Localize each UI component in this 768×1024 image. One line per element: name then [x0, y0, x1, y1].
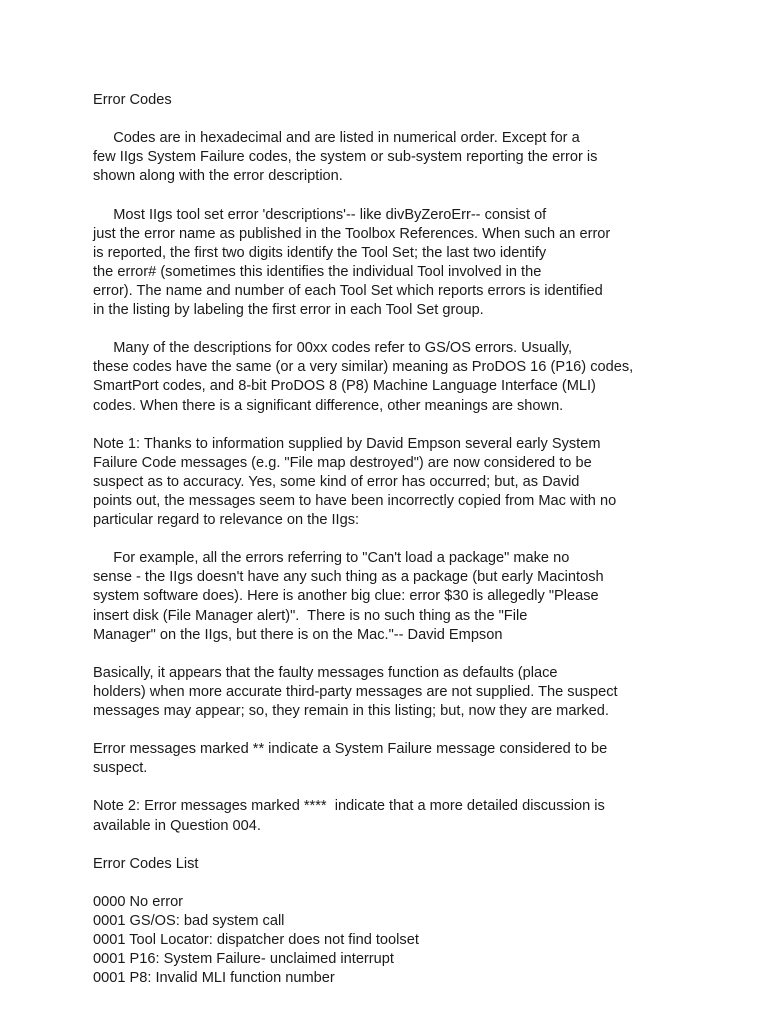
paragraph-gap [93, 874, 753, 893]
paragraph-gap [93, 186, 753, 205]
example-paragraph [93, 549, 753, 644]
error-code-entry: 0001 Tool Locator: dispatcher does not find toolset [93, 932, 419, 949]
text-line: Codes are in hexadecimal and are listed in numerical order. Except for a [93, 130, 580, 147]
paragraph-gap [93, 836, 753, 855]
text-line: messages may appear; so, they remain in this listing; but, now they are marked. [93, 703, 609, 719]
text-line: Error messages marked ** indicate a System Failure message considered to be [93, 741, 608, 758]
text-line: suspect as to accuracy. Yes, some kind of error has occurred; but, as David [93, 473, 580, 490]
list-heading-paragraph [93, 855, 753, 874]
marked-suspect-paragraph [93, 740, 753, 778]
document-body [93, 129, 753, 988]
text-line: just the error name as published in the Toolbox References. When such an error [93, 225, 611, 242]
text-line: few IIgs System Failure codes, the system or sub-system reporting the error is [93, 149, 598, 166]
text-line: in the listing by labeling the first error in each Tool Set group. [93, 302, 484, 319]
text-line: codes. When there is a significant difference, other meanings are shown. [93, 397, 564, 414]
paragraph-gap [93, 320, 753, 339]
text-line: Many of the descriptions for 00xx codes refer to GS/OS errors. Usually, [93, 340, 573, 357]
text-line: is reported, the first two digits identify the Tool Set; the last two identify [93, 244, 547, 261]
paragraph-gap [93, 645, 753, 664]
error-code-entry: 0001 P16: System Failure- unclaimed interrupt [93, 951, 394, 968]
text-line: For example, all the errors referring to "Can't load a package" make no [93, 550, 570, 567]
error-code-entry: 0001 P8: Invalid MLI function number [93, 970, 335, 987]
text-line: Manager" on the IIgs, but there is on the Mac."-- David Empson [93, 626, 503, 643]
note-2-paragraph [93, 797, 753, 835]
text-line: particular regard to relevance on the IIgs: [93, 512, 360, 529]
intro-paragraph [93, 129, 753, 186]
error-code-entry: 0001 GS/OS: bad system call [93, 913, 285, 930]
text-line: points out, the messages seem to have been incorrectly copied from Mac with no [93, 492, 617, 509]
text-line: insert disk (File Manager alert)". There is no such thing as the "File [93, 607, 528, 624]
text-line: these codes have the same (or a very similar) meaning as ProDOS 16 (P16) codes, [93, 359, 634, 376]
text-line: Failure Code messages (e.g. "File map destroyed") are now considered to be [93, 454, 592, 471]
text-line: available in Question 004. [93, 817, 261, 834]
faulty-messages-paragraph [93, 664, 753, 721]
error-code-entry: 0000 No error [93, 893, 184, 910]
paragraph-gap [93, 110, 753, 129]
toolset-paragraph [93, 206, 753, 321]
text-line: SmartPort codes, and 8-bit ProDOS 8 (P8) Machine Language Interface (MLI) [93, 378, 596, 395]
paragraph-gap [93, 530, 753, 549]
text-line: Note 1: Thanks to information supplied by David Empson several early System [93, 435, 601, 452]
text-line: Most IIgs tool set error 'descriptions'-- like divByZeroErr-- consist of [93, 206, 547, 223]
note-1-paragraph [93, 435, 753, 530]
text-line: Note 2: Error messages marked **** indicate that a more detailed discussion is [93, 798, 605, 815]
text-line: holders) when more accurate third-party messages are not supplied. The suspect [93, 683, 618, 700]
text-line: the error# (sometimes this identifies the individual Tool involved in the [93, 263, 542, 280]
paragraph-gap [93, 416, 753, 435]
text-line: shown along with the error description. [93, 168, 343, 185]
text-line: Basically, it appears that the faulty messages function as defaults (place [93, 664, 558, 681]
text-line: suspect. [93, 760, 148, 777]
text-line: sense - the IIgs doesn't have any such thing as a package (but early Macintosh [93, 569, 604, 586]
paragraph-gap [93, 778, 753, 797]
document-title: Error Codes [93, 92, 172, 108]
text-line: error). The name and number of each Tool Set which reports errors is identified [93, 282, 603, 299]
gsos-paragraph [93, 339, 753, 415]
error-code-list [93, 893, 753, 988]
text-line: Error Codes List [93, 855, 199, 872]
text-line: system software does). Here is another big clue: error $30 is allegedly "Please [93, 588, 599, 605]
paragraph-gap [93, 721, 753, 740]
document-page [93, 91, 753, 988]
